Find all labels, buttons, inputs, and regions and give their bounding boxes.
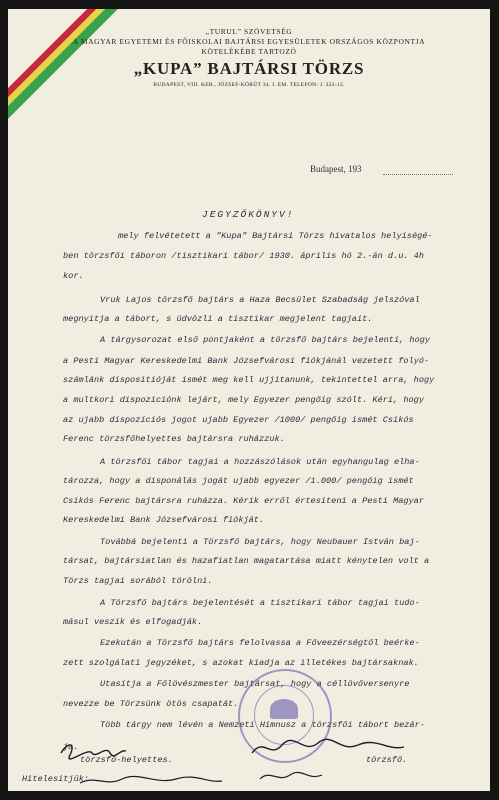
minutes-line: ja. (63, 742, 79, 752)
place-date: Budapest, 193 (310, 164, 362, 174)
minutes-line: tározza, hogy a disponálás jogát ujabb egyezer /1.000/ pengőig ismét (63, 476, 414, 486)
minutes-line: A tárgysorozat első pontjaként a törzsfő bajtárs bejelenti, hogy (100, 335, 431, 345)
letterhead-line-3: KÖTELÉKÉBE TARTOZÓ (201, 47, 297, 56)
chief-role-label: törzsfő. (366, 755, 408, 765)
turul-bird-icon (270, 699, 298, 719)
minutes-line: A törzsfői tábor tagjai a hozzászólások után egyhangulag elha- (100, 457, 420, 467)
minutes-line: másul veszik és elfogadják. (63, 617, 203, 627)
minutes-line: kor. (63, 271, 84, 281)
minutes-line: Csikós Ferenc bajtársra ruházza. Kérik erről értesiteni a Pesti Magyar (63, 496, 424, 506)
minutes-line: Törzs tagjai sorából törölni. (63, 576, 213, 586)
minutes-line: ben törzsfői táboron /tisztikari tábor/ 1930. április hó 2.-án d.u. 4h (63, 251, 424, 261)
minutes-line: a multkori dispozíciónk lejárt, mely Egyezer pengőig szólt. Kéri, hogy (63, 395, 424, 405)
date-line (383, 174, 453, 175)
minutes-line: nevezze be Törzsünk ötös csapatát. (63, 699, 239, 709)
letterhead-line-2: A MAGYAR EGYETEMI ÉS FŐISKOLAI BAJTÁRSI EGYESÜLETEK ORSZÁGOS KÖZPONTJA (72, 37, 426, 46)
minutes-line: társat, bajtársiatlan és hazafiatlan magatartása miatt kénytelen volt a (63, 556, 430, 566)
attestor-signature-1 (76, 773, 226, 789)
minutes-line: Ferenc törzsfőhelyettes bajtársra ruházzuk. (63, 434, 285, 444)
minutes-line: zett szolgálati jegyzéket, s azokat kiadja az illetékes bajtársaknak. (63, 658, 419, 668)
document-page (8, 9, 490, 791)
organization-name: „KUPA” BAJTÁRSI TÖRZS (133, 59, 365, 78)
minutes-line: Utasítja a Főlövészmester bajtársat, hogy a céllövőversenyre (100, 679, 410, 689)
minutes-line: Ezekután a Törzsfő bajtárs felolvassa a Főveezérségtől beérke- (100, 638, 420, 648)
deputy-role-label: törzsfő-helyettes. (80, 755, 173, 765)
letterhead-line-1: „TURUL” SZÖVETSÉG (205, 27, 293, 36)
attestor-signature-2 (256, 767, 326, 785)
attestation-label: Hitelesitjük: (22, 774, 90, 784)
minutes-line: mely felvétetett a "Kupa" Bajtársi Törzs hivatalos helyiségé- (118, 231, 433, 241)
minutes-line: számlánk dispositióját ismét meg kell ujjitanunk, tekintettel arra, hogy (63, 375, 435, 385)
minutes-line: A Törzsfő bajtárs bejelentését a tisztikari tábor tagjai tudo- (100, 598, 420, 608)
minutes-line: Kereskedelmi Bank Józsefvárosi fiókját. (63, 515, 265, 525)
minutes-line: Továbbá bejelenti a Törzsfő bajtárs, hogy Neubauer István baj- (100, 537, 420, 547)
minutes-line: Több tárgy nem lévén a Nemzeti Himnusz a törzsfői tábort bezár- (100, 720, 425, 730)
minutes-line: a Pesti Magyar Kereskedelmi Bank Józsefvárosi fiókjánál vezetett folyó- (63, 356, 430, 366)
letterhead-address: BUDAPEST, VIII. KER., JÓZSEF-KÖRÚT 34. I. EM. TELEFON: J. 322-12. (153, 82, 345, 88)
minutes-line: Vruk Lajos törzsfő bajtárs a Haza Becsület Szabadság jelszóval (100, 295, 420, 305)
minutes-line: megnyitja a tábort, s üdvözli a tisztikar megjelent tagjait. (63, 314, 373, 324)
minutes-line: az ujabb dispozíciós jogot ujabb Egyezer /1000/ pengőig ismét Csikós (63, 415, 414, 425)
document-title: JEGYZŐKÖNYV! (202, 209, 295, 220)
